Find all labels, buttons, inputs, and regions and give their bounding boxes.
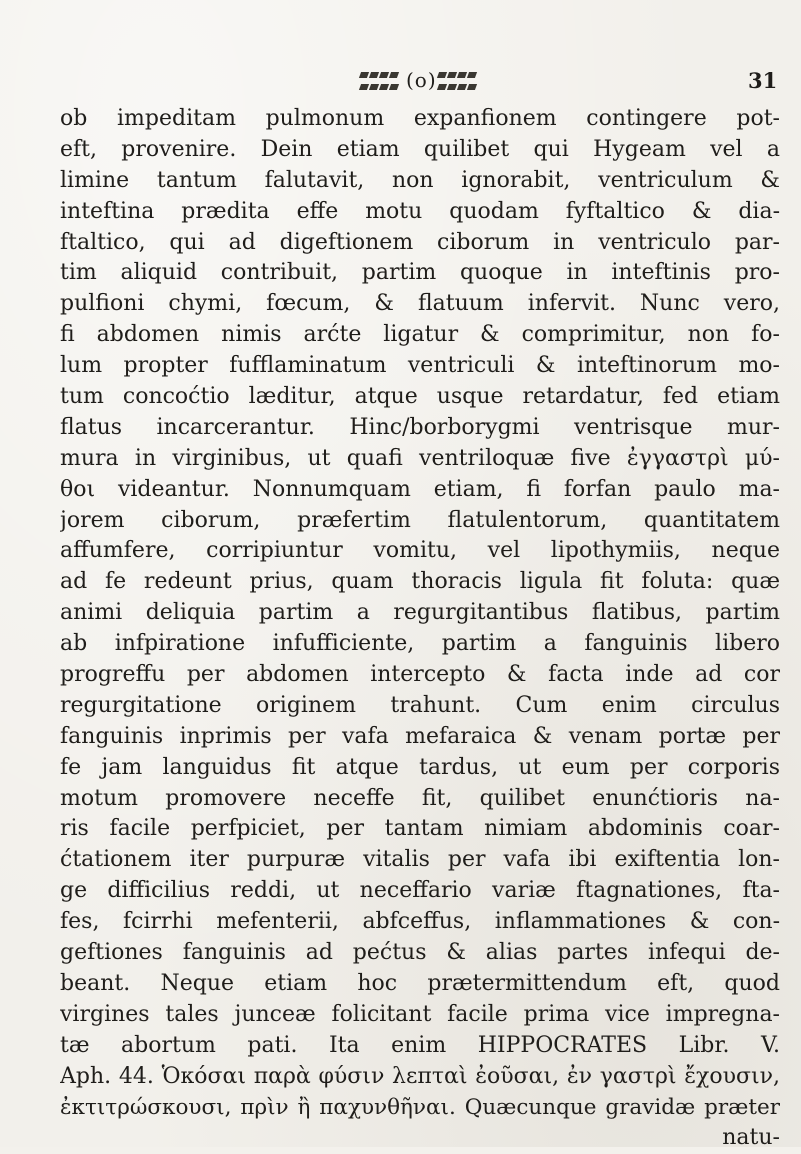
text-line: tim aliquid contribuit, partim quoque in inteftinis pro- (60, 260, 780, 286)
catchword: natu- (722, 1125, 780, 1151)
text-line: ἐκτιτρώσκουσι, πρὶν ἢ παχυνθῆναι. Quæcunque gravidæ præter (60, 1094, 780, 1120)
text-line: mura in virginibus, ut quafi ventriloquæ five ἐγγαστρὶ μύ- (60, 445, 780, 471)
text-line: ćtationem iter purpuræ vitalis per vafa ibi exiftentia lon- (60, 847, 780, 873)
text-line: fe jam languidus fit atque tardus, ut eum per corporis (60, 754, 780, 780)
text-line: progreffu per abdomen intercepto & facta inde ad cor (60, 662, 780, 688)
text-line: fes, fcirrhi mefenterii, abfceffus, inflammationes & con- (60, 909, 780, 935)
text-line: flatus incarcerantur. Hinc/borborygmi ventrisque mur- (60, 414, 780, 440)
text-line: geftiones fanguinis ad pećtus & alias partes infequi de- (60, 940, 780, 966)
text-line: fanguinis inprimis per vafa mefaraica & venam portæ per (60, 723, 780, 749)
text-line: motum promovere neceffe fit, quilibet enunćtioris na- (60, 785, 780, 811)
text-line: θοι videantur. Nonnumquam etiam, fi forfan paulo ma- (60, 476, 780, 502)
text-line: ab infpiratione infufficiente, partim a fanguinis libero (60, 631, 780, 657)
text-line: ge difficilius reddi, ut neceffario variæ ftagnationes, fta- (60, 878, 780, 904)
text-line: lum propter fufflaminatum ventriculi & inteftinorum mo- (60, 353, 780, 379)
text-line: pulfioni chymi, fœcum, & flatuum infervit. Nunc vero, (60, 291, 780, 317)
text-line: inteftina prædita effe motu quodam fyftaltico & dia- (60, 198, 780, 224)
body-text (60, 104, 780, 1154)
text-line: ris facile perfpiciet, per tantam nimiam abdominis coar- (60, 816, 780, 842)
text-line: beant. Neque etiam hoc prætermittendum eft, quod (60, 970, 780, 996)
text-line: tæ abortum pati. Ita enim HIPPOCRATES Libr. V. (60, 1032, 780, 1058)
header-ornament-left (360, 72, 400, 94)
header-signature: (o) (406, 68, 437, 92)
text-line: virgines tales junceæ folicitant facile prima vice impregna- (60, 1001, 780, 1027)
text-line: fi abdomen nimis arćte ligatur & comprimitur, non fo- (60, 322, 780, 348)
page-header (0, 64, 801, 100)
text-line: jorem ciborum, præfertim flatulentorum, quantitatem (60, 507, 780, 533)
text-line: affumfere, corripiuntur vomitu, vel lipothymiis, neque (60, 538, 780, 564)
text-line: Aph. 44. Ὁκόσαι παρὰ φύσιν λεπταὶ ἐοῦσαι, ἐν γαστρὶ ἔχουσιν, (60, 1063, 780, 1089)
text-line: limine tantum falutavit, non ignorabit, ventriculum & (60, 167, 780, 193)
text-line: ad fe redeunt prius, quam thoracis ligula fit foluta: quæ (60, 569, 780, 595)
text-line: animi deliquia partim a regurgitantibus flatibus, partim (60, 600, 780, 626)
text-line: tum concoćtio læditur, atque usque retardatur, fed etiam (60, 384, 780, 410)
text-line: regurgitatione originem trahunt. Cum enim circulus (60, 692, 780, 718)
text-line: eft, provenire. Dein etiam quilibet qui Hygeam vel a (60, 136, 780, 162)
text-line: ob impeditam pulmonum expanfionem contingere pot- (60, 106, 780, 131)
text-line: ftaltico, qui ad digeftionem ciborum in ventriculo par- (60, 229, 780, 255)
page-number: 31 (748, 68, 778, 93)
header-ornament-right (438, 72, 478, 94)
